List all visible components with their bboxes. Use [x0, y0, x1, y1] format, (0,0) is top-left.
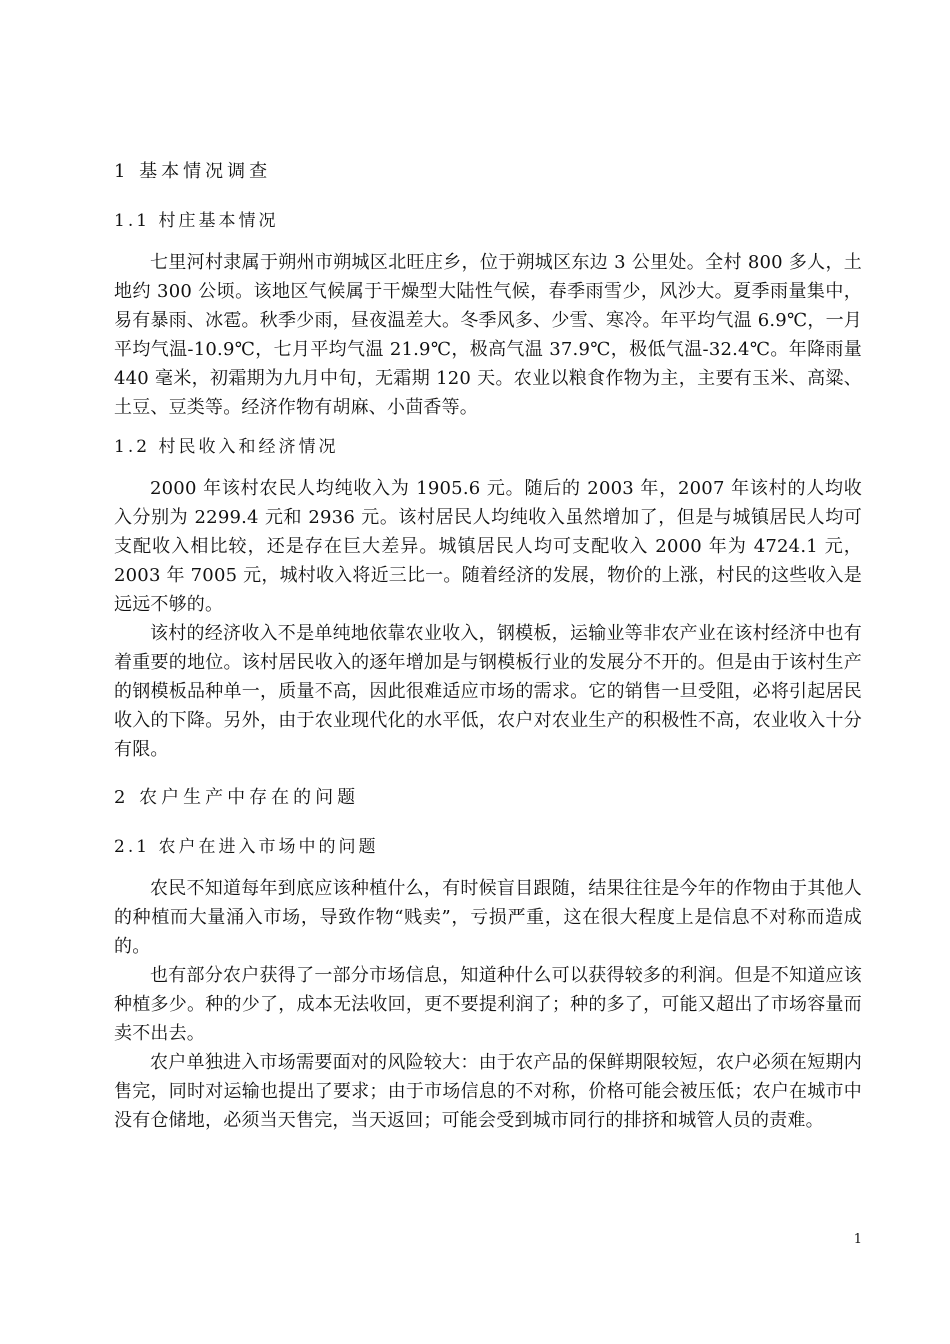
page-number: 1 [853, 1232, 862, 1247]
section-1-1-heading: 1.1 村庄基本情况 [114, 211, 279, 231]
section-1-2-heading: 1.2 村民收入和经济情况 [114, 437, 339, 457]
paragraph: 农户单独进入市场需要面对的风险较大：由于农产品的保鲜期限较短，农户必须在短期内售完，同时对运输也提出了要求；由于市场信息的不对称，价格可能会被压低；农户在城市中没有仓储地，必须当天售完，当天返回；可能会受到城市同行的排挤和城管人员的责难。 [114, 1052, 862, 1131]
paragraph: 该村的经济收入不是单纯地依靠农业收入，钢模板，运输业等非农产业在该村经济中也有着重要的地位。该村居民收入的逐年增加是与钢模板行业的发展分不开的。但是由于该村生产的钢模板品种单一，质量不高，因此很难适应市场的需求。它的销售一旦受阻，必将引起居民收入的下降。另外，由于农业现代化的水平低，农户对农业生产的积极性不高，农业收入十分有限。 [114, 623, 862, 760]
section-1-heading: 1 基本情况调查 [114, 161, 272, 182]
paragraph: 七里河村隶属于朔州市朔城区北旺庄乡，位于朔城区东边 3 公里处。全村 800 多人，土地约 300 公顷。该地区气候属于干燥型大陆性气候，春季雨雪少，风沙大。夏季雨量集中，易有暴雨、冰雹。秋季少雨，昼夜温差大。冬季风多、少雪、寒冷。年平均气温 6.9℃，一月平均气温-10.9℃，七月平均气温 21.9℃，极高气温 37.9℃，极低气温-32.4℃。年降雨量 440 毫米，初霜期为九月中旬，无霜期 120 天。农业以粮食作物为主，主要有玉米、高粱、土豆、豆类等。经济作物有胡麻、小茴香等。 [114, 252, 862, 418]
paragraph: 也有部分农户获得了一部分市场信息，知道种什么可以获得较多的利润。但是不知道应该种植多少。种的少了，成本无法收回，更不要提利润了；种的多了，可能又超出了市场容量而卖不出去。 [114, 965, 862, 1044]
paragraph: 农民不知道每年到底应该种植什么，有时候盲目跟随，结果往往是今年的作物由于其他人的种植而大量涌入市场，导致作物“贱卖”，亏损严重，这在很大程度上是信息不对称而造成的。 [114, 878, 862, 957]
paragraph: 2000 年该村农民人均纯收入为 1905.6 元。随后的 2003 年，2007 年该村的人均收入分别为 2299.4 元和 2936 元。该村居民人均纯收入虽然增加了，但是与城镇居民人均可支配收入相比较，还是存在巨大差异。城镇居民人均可支配收入 2000 年为 4724.1 元，2003 年 7005 元，城村收入将近三比一。随着经济的发展，物价的上涨，村民的这些收入是远远不够的。 [114, 478, 862, 615]
document-body [114, 152, 862, 1135]
section-2-1-heading: 2.1 农户在进入市场中的问题 [114, 837, 379, 857]
section-2-heading: 2 农户生产中存在的问题 [114, 787, 360, 808]
